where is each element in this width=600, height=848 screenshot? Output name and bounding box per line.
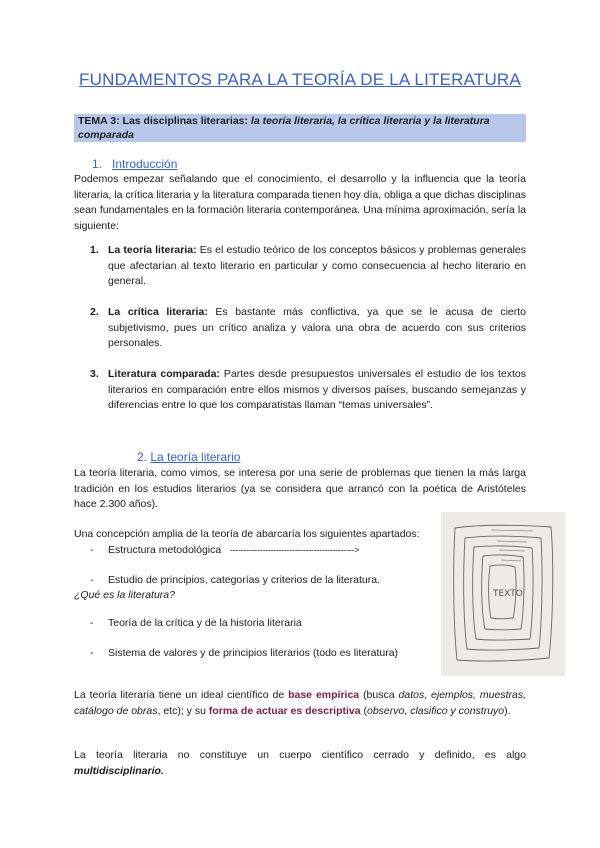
dash-item-4: - Sistema de valores y de principios literarios (todo es literatura) xyxy=(90,647,399,659)
topic-banner xyxy=(74,114,526,142)
document-title: FUNDAMENTOS PARA LA TEORÍA DE LA LITERATURA xyxy=(79,70,521,89)
list-term-2: La crítica literaria: xyxy=(108,306,208,318)
section-2-number: 2. xyxy=(137,450,148,464)
section-1-number: 1. xyxy=(92,157,103,171)
section-2-heading xyxy=(137,450,240,464)
p3-italic-d: datos, ejemplos, muestras, catálogo de obras xyxy=(74,689,526,717)
list-item-1 xyxy=(90,243,526,290)
section-1-heading xyxy=(92,157,177,171)
sketch-center-label: TEXTO xyxy=(493,589,523,599)
p4-multidisciplinario: multidisciplinario. xyxy=(74,764,164,777)
list-text-2: Es bastante más conflictiva, ya que se le acusa de cierto subjetivismo, pues un crítico analiza y valora una obra de acuerdo con sus criterios personales. xyxy=(108,306,526,349)
section-2-title: La teoría literario xyxy=(150,450,241,464)
section-2-paragraph-1: La teoría literaria, como vimos, se interesa por una serie de problemas que tienen la más larga tradición en los estudios literarios (ya se considera que arrancó con la poética de Aristóteles hace 2.300 años). xyxy=(74,467,526,510)
section-2-paragraph-4 xyxy=(74,748,526,779)
dash-text-2: Estudio de principios, categorías y criterios de la literatura. xyxy=(108,574,380,586)
section-1-title: Introducción xyxy=(112,157,178,171)
question-line: ¿Qué es la literatura? xyxy=(74,589,175,601)
dash-item-3: - Teoría de la crítica y de la historia literaria xyxy=(90,617,302,629)
list-text-3: Partes desde presupuestos universales el estudio de los textos literarios en comparación entre ellos mismos y diversos países, buscando semejanzas y diferencias entre lo que los comparatistas llaman “temas universales”. xyxy=(108,368,526,411)
list-term-3: Literatura comparada: xyxy=(108,368,220,380)
section-2-paragraph-2: Una concepción amplia de la teoría de abarcaría los siguientes apartados: xyxy=(74,528,420,540)
list-text-1: Es el estudio teórico de los conceptos básicos y problemas generales que afectarían al texto literario en particular y como consecuencia al hecho literario en general. xyxy=(108,244,526,287)
list-number-2: 2. xyxy=(90,306,99,318)
list-item-3 xyxy=(90,367,526,414)
topic-italic-2: comparada xyxy=(78,129,135,141)
intro-paragraph: Podemos empezar señalando que el conocimiento, el desarrollo y la influencia que la teoría literaria, la crítica literaria y la literatura comparada tienen hoy día, obliga a que dichas disciplinas sean fundamentales en la formación literaria contemporánea. Una mínima aproximación, sería la siguiente: xyxy=(74,173,526,232)
list-item-2 xyxy=(90,305,526,352)
p3-highlight-forma: forma de actuar es descriptiva xyxy=(208,704,361,717)
concentric-squares-sketch xyxy=(441,512,565,676)
p3-part-i: ). xyxy=(504,704,511,717)
dash-text-4: Sistema de valores y de principios literarios (todo es literatura) xyxy=(108,647,399,659)
p4-part-a: La teoría literaria no constituye un cuerpo científico cerrado y definido, es algo xyxy=(74,749,526,761)
p3-part-g: ( xyxy=(360,704,367,717)
arrow-line: ----------------------------------------------> xyxy=(230,545,360,555)
list-term-1: La teoría literaria: xyxy=(108,244,197,256)
dash-text-1: Estructura metodológica xyxy=(108,544,222,556)
dash-item-2: - Estudio de principios, categorías y criterios de la literatura. xyxy=(90,574,380,586)
p3-italic-h: observo, clasifico y construyo xyxy=(367,704,505,717)
p3-highlight-base-empirica: base empírica xyxy=(288,689,360,701)
topic-label: TEMA 3: Las disciplinas literarias: xyxy=(78,115,251,127)
dash-text-3: Teoría de la crítica y de la historia literaria xyxy=(108,617,302,629)
p3-part-a: La teoría literaria tiene un ideal científico de xyxy=(74,689,289,701)
section-2-paragraph-3 xyxy=(74,688,526,719)
list-number-3: 3. xyxy=(90,368,99,380)
dash-item-1: - Estructura metodológica ----------------------------------------------> xyxy=(90,544,360,556)
topic-italic-1: la teoría literaria, la crítica literaria y la literatura xyxy=(250,115,490,127)
p3-part-c: (busca xyxy=(359,689,399,701)
p3-part-e: , etc); y su xyxy=(157,704,209,717)
list-number-1: 1. xyxy=(90,244,99,256)
